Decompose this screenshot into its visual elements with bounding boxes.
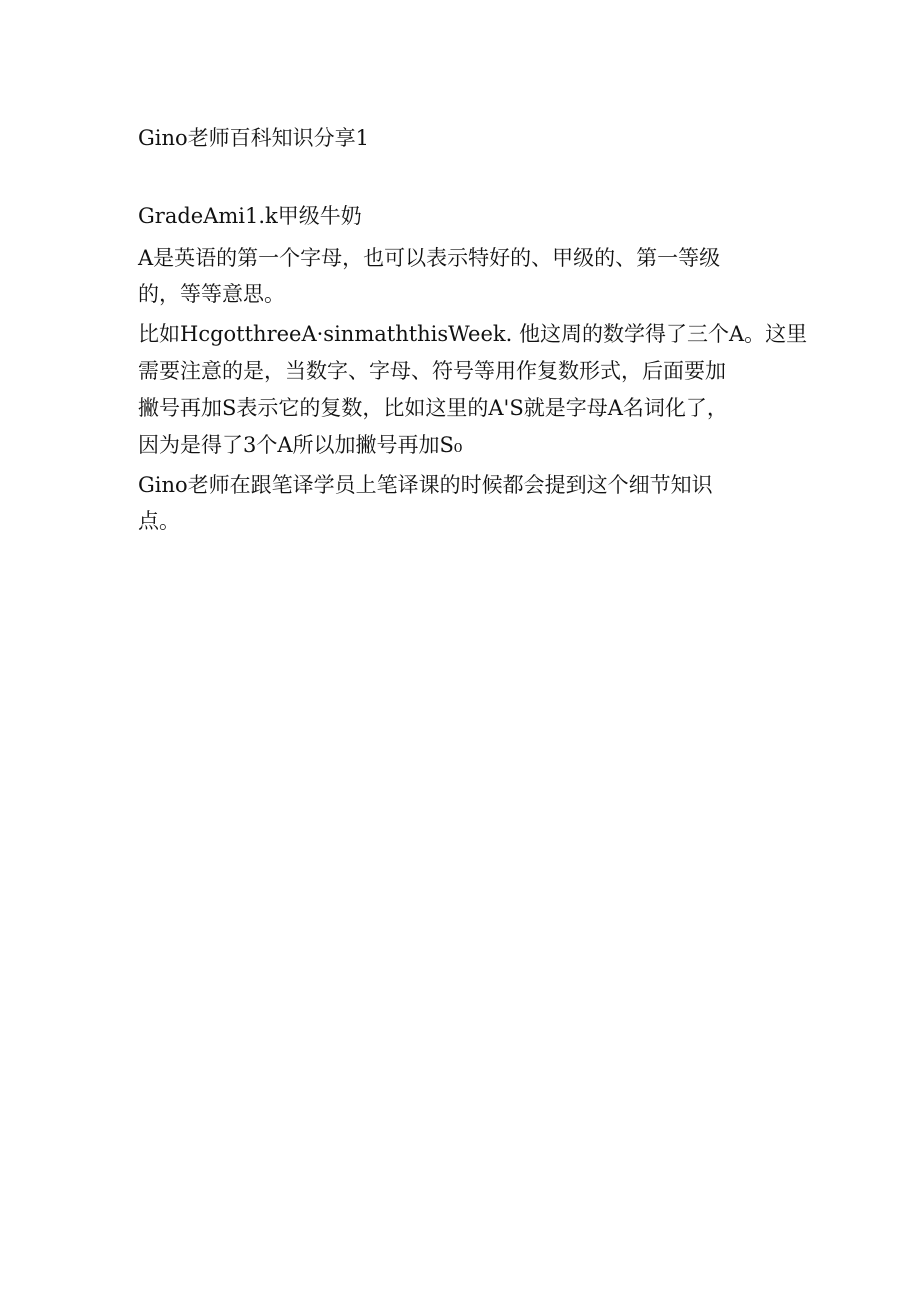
paragraph-line: A是英语的第一个字母，也可以表示特好的、甲级的、第一等级 [138,246,721,270]
paragraph-line: 点。 [138,509,180,533]
paragraph-line: 比如HcgotthreeA·sinmaththisWeek. 他这周的数学得了三个A。这里 [138,322,808,346]
paragraph-2 [138,316,808,463]
paragraph-line: 的，等等意思。 [138,282,285,306]
document-body [138,120,808,539]
paragraph-line: 撇号再加S表示它的复数，比如这里的A'S就是字母A名词化了， [138,396,728,420]
document-subheading: GradeAmi1.k甲级牛奶 [138,204,362,228]
paragraph-line: Gino老师在跟笔译学员上笔译课的时候都会提到这个细节知识 [138,473,713,497]
paragraph-1 [138,240,798,312]
document-title: Gino老师百科知识分享1 [138,126,370,150]
paragraph-line: 需要注意的是，当数字、字母、符号等用作复数形式，后面要加 [138,359,726,383]
paragraph-line: 因为是得了3个A所以加撇号再加S₀ [138,433,463,457]
paragraph-3 [138,467,798,539]
